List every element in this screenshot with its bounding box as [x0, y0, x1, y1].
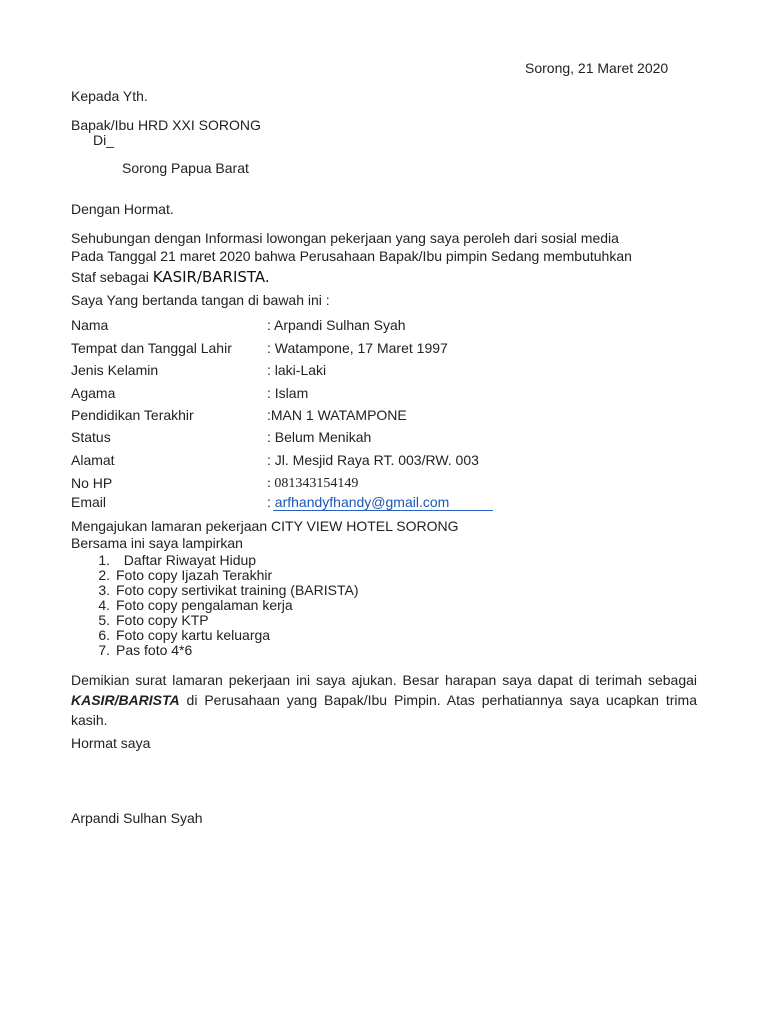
intro-line-1: Sehubungan dengan Informasi lowongan pekerjaan yang saya peroleh dari sosial media: [71, 230, 619, 246]
attachment-number: 1.: [98, 552, 110, 568]
closing-part-2: di Perusahaan yang Bapak/Ibu Pimpin. Atas perhatiannya saya ucapkan trima kasih.: [71, 692, 697, 728]
field-value-agama: : Islam: [267, 385, 309, 401]
field-label-no-hp: No HP: [71, 475, 113, 491]
sign-off: Hormat saya: [71, 735, 151, 751]
letter-date: Sorong, 21 Maret 2020: [525, 60, 669, 76]
attachment-item: Daftar Riwayat Hidup: [116, 552, 257, 568]
attachment-item: Foto copy Ijazah Terakhir: [116, 567, 273, 583]
attachment-item: Foto copy KTP: [116, 612, 209, 628]
attachment-number: 3.: [98, 582, 110, 598]
email-link[interactable]: arfhandyfhandy@gmail.com: [274, 494, 450, 510]
closing-emphasis: KASIR/BARISTA: [71, 692, 180, 708]
signer-name: Arpandi Sulhan Syah: [71, 810, 203, 826]
intro-line-3-prefix: Staf sebagai: [71, 269, 153, 285]
undersigned-statement: Saya Yang bertanda tangan di bawah ini :: [71, 292, 330, 308]
field-value-pendidikan: :MAN 1 WATAMPONE: [267, 407, 407, 423]
intro-line-3: [71, 269, 270, 286]
field-label-pendidikan: Pendidikan Terakhir: [71, 407, 194, 423]
recipient-di: Di_: [93, 132, 115, 148]
intro-line-2: Pada Tanggal 21 maret 2020 bahwa Perusahaan Bapak/Ibu pimpin Sedang membutuhkan: [71, 248, 632, 264]
field-value-ttl: : Watampone, 17 Maret 1997: [267, 340, 448, 356]
field-value-jenis-kelamin: : laki-Laki: [267, 362, 327, 378]
attachment-number: 5.: [98, 612, 110, 628]
field-value-status: : Belum Menikah: [267, 429, 372, 445]
field-label-email: Email: [71, 494, 107, 510]
field-value-email: [267, 494, 449, 511]
closing-paragraph: [71, 670, 697, 730]
email-prefix: :: [267, 494, 275, 510]
email-underline: [273, 510, 493, 511]
attachment-number: 2.: [98, 567, 110, 583]
greeting: Dengan Hormat.: [71, 201, 174, 217]
recipient-salutation: Kepada Yth.: [71, 88, 148, 104]
attachment-number: 4.: [98, 597, 110, 613]
field-label-ttl: Tempat dan Tanggal Lahir: [71, 340, 232, 356]
closing-part-1: Demikian surat lamaran pekerjaan ini saya ajukan. Besar harapan saya dapat di terimah sebagai: [71, 672, 697, 688]
field-value-alamat: : Jl. Mesjid Raya RT. 003/RW. 003: [267, 452, 479, 468]
attachment-item: Foto copy kartu keluarga: [116, 627, 271, 643]
applied-position: KASIR/BARISTA.: [152, 268, 270, 286]
attachments-intro: Bersama ini saya lampirkan: [71, 535, 243, 551]
field-label-alamat: Alamat: [71, 452, 115, 468]
field-label-status: Status: [71, 429, 111, 445]
attachment-number: 6.: [98, 627, 110, 643]
recipient-name: Bapak/Ibu HRD XXI SORONG: [71, 117, 261, 133]
field-value-nama: : Arpandi Sulhan Syah: [267, 317, 406, 333]
field-label-jenis-kelamin: Jenis Kelamin: [71, 362, 159, 378]
recipient-city: Sorong Papua Barat: [122, 160, 249, 176]
application-line: Mengajukan lamaran pekerjaan CITY VIEW HOTEL SORONG: [71, 518, 459, 534]
attachment-number: 7.: [98, 642, 110, 658]
attachment-item: Foto copy sertivikat training (BARISTA): [116, 582, 359, 598]
attachment-item: Pas foto 4*6: [116, 642, 193, 658]
field-value-no-hp: : 081343154149: [267, 476, 359, 491]
field-label-nama: Nama: [71, 317, 109, 333]
attachment-item: Foto copy pengalaman kerja: [116, 597, 293, 613]
field-label-agama: Agama: [71, 385, 116, 401]
